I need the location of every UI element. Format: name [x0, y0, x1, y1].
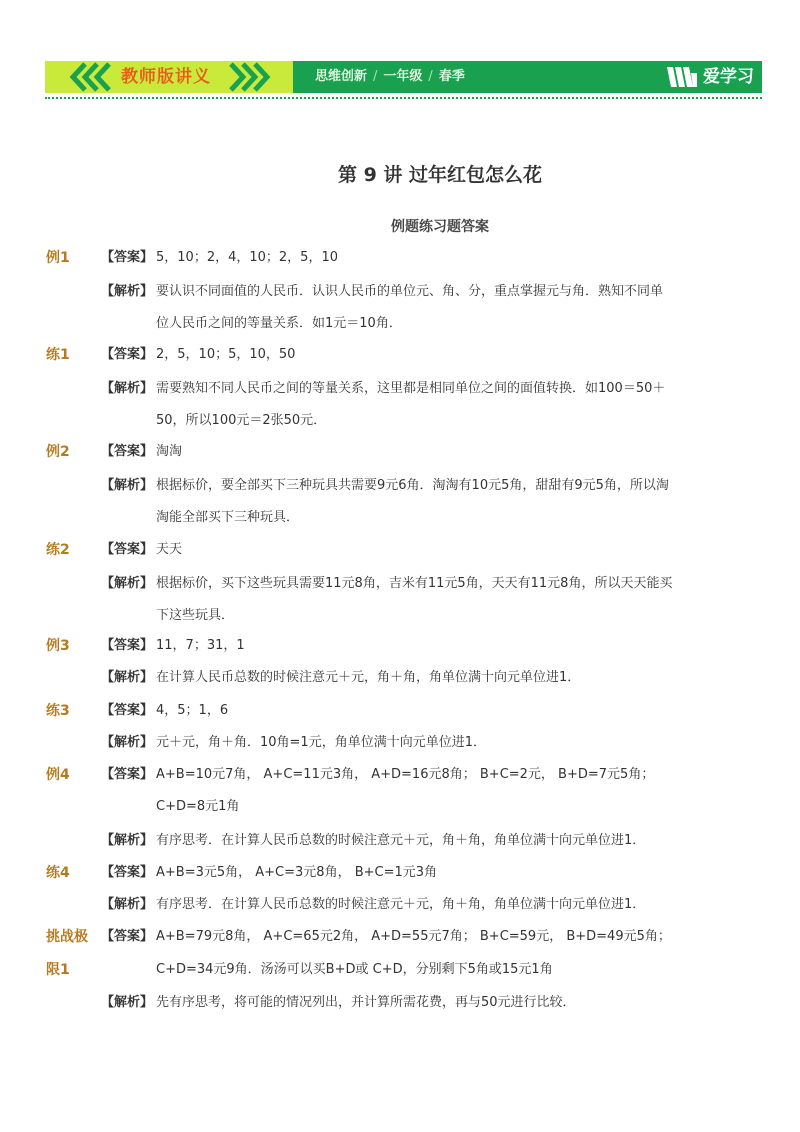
answer-text: A+B=10元7角， A+C=11元3角， A+D=16元8角； B+C=2元， B+D=7元5角；	[156, 767, 655, 782]
analysis-tag: 【解析】	[101, 670, 154, 685]
analysis-text: 50，所以100元＝2张50元．	[156, 413, 327, 428]
brand-mark-icon	[667, 67, 697, 87]
entry-label: 例4	[46, 767, 70, 783]
analysis-tag: 【解析】	[101, 478, 154, 493]
answer-tag: 【答案】	[101, 865, 154, 880]
answer-tag: 【答案】	[101, 638, 154, 653]
analysis-text: 元＋元，角＋角．10角=1元，角单位满十向元单位进1．	[156, 735, 486, 750]
analysis-text: 有序思考．在计算人民币总数的时候注意元＋元，角＋角，角单位满十向元单位进1．	[156, 897, 646, 912]
answer-tag: 【答案】	[101, 347, 154, 362]
header-banner	[45, 61, 762, 93]
entry-label: 例3	[46, 638, 70, 654]
breadcrumb-separator: /	[373, 69, 378, 84]
answer-text: A+B=3元5角， A+C=3元8角， B+C=1元3角	[156, 865, 438, 880]
entry-label: 例1	[46, 250, 70, 266]
answer-text: 11，7；31，1	[156, 638, 245, 653]
analysis-text: 有序思考．在计算人民币总数的时候注意元＋元，角＋角，角单位满十向元单位进1．	[156, 833, 646, 848]
analysis-tag: 【解析】	[101, 833, 154, 848]
answer-text: A+B=79元8角， A+C=65元2角， A+D=55元7角； B+C=59元， B+D=49元5角；	[156, 929, 671, 944]
answer-text: 4，5；1，6	[156, 703, 229, 718]
analysis-text: 根据标价，买下这些玩具需要11元8角，吉米有11元5角，天天有11元8角，所以天天能买	[156, 576, 673, 591]
analysis-text: 在计算人民币总数的时候注意元＋元，角＋角，角单位满十向元单位进1．	[156, 670, 581, 685]
analysis-text: 需要熟知不同人民币之间的等量关系，这里都是相同单位之间的面值转换．如100＝50＋	[156, 381, 666, 396]
entry-label: 练4	[46, 865, 70, 881]
breadcrumb-subject: 思维创新	[315, 69, 368, 84]
answer-text: 淘淘	[156, 444, 183, 459]
analysis-text: 先有序思考，将可能的情况列出，并计算所需花费，再与50元进行比较．	[156, 995, 576, 1010]
analysis-text: 下这些玩具．	[156, 608, 235, 623]
answer-tag: 【答案】	[101, 250, 154, 265]
answer-text: 5，10；2，4，10；2，5，10	[156, 250, 338, 265]
answer-tag: 【答案】	[101, 767, 154, 782]
entry-label: 挑战极	[46, 929, 88, 945]
breadcrumb-separator: /	[428, 69, 433, 84]
page-title: 第 9 讲 过年红包怎么花	[337, 164, 543, 186]
breadcrumb	[315, 61, 465, 93]
teacher-edition-badge: 教师版讲义	[121, 67, 211, 87]
analysis-tag: 【解析】	[101, 735, 154, 750]
brand-logo	[667, 61, 754, 93]
analysis-text: 淘能全部买下三种玩具．	[156, 510, 300, 525]
entry-label: 限1	[46, 962, 70, 978]
breadcrumb-term: 春季	[438, 69, 465, 84]
header-divider	[45, 97, 762, 99]
section-title: 例题练习题答案	[391, 219, 489, 235]
answer-tag: 【答案】	[101, 542, 154, 557]
answer-tag: 【答案】	[101, 929, 154, 944]
analysis-tag: 【解析】	[101, 576, 154, 591]
answer-text: C+D=34元9角．汤汤可以买B+D或 C+D，分别剩下5角或15元1角	[156, 962, 553, 977]
answer-text: 2，5，10；5，10，50	[156, 347, 296, 362]
analysis-tag: 【解析】	[101, 381, 154, 396]
analysis-tag: 【解析】	[101, 897, 154, 912]
chevron-right-icon	[223, 61, 283, 93]
analysis-tag: 【解析】	[101, 995, 154, 1010]
chevron-left-icon	[45, 61, 125, 93]
brand-name: 爱学习	[703, 67, 754, 87]
analysis-text: 要认识不同面值的人民币．认识人民币的单位元、角、分，重点掌握元与角．熟知不同单	[156, 284, 664, 299]
answer-text: C+D=8元1角	[156, 799, 240, 814]
entry-label: 练1	[46, 347, 70, 363]
answer-text: 天天	[156, 542, 183, 557]
analysis-tag: 【解析】	[101, 284, 154, 299]
analysis-text: 根据标价，要全部买下三种玩具共需要9元6角．淘淘有10元5角，甜甜有9元5角，所以淘	[156, 478, 669, 493]
answer-tag: 【答案】	[101, 703, 154, 718]
breadcrumb-grade: 一年级	[383, 69, 423, 84]
entry-label: 例2	[46, 444, 70, 460]
analysis-text: 位人民币之间的等量关系．如1元＝10角．	[156, 316, 402, 331]
answer-tag: 【答案】	[101, 444, 154, 459]
entry-label: 练2	[46, 542, 70, 558]
entry-label: 练3	[46, 703, 70, 719]
